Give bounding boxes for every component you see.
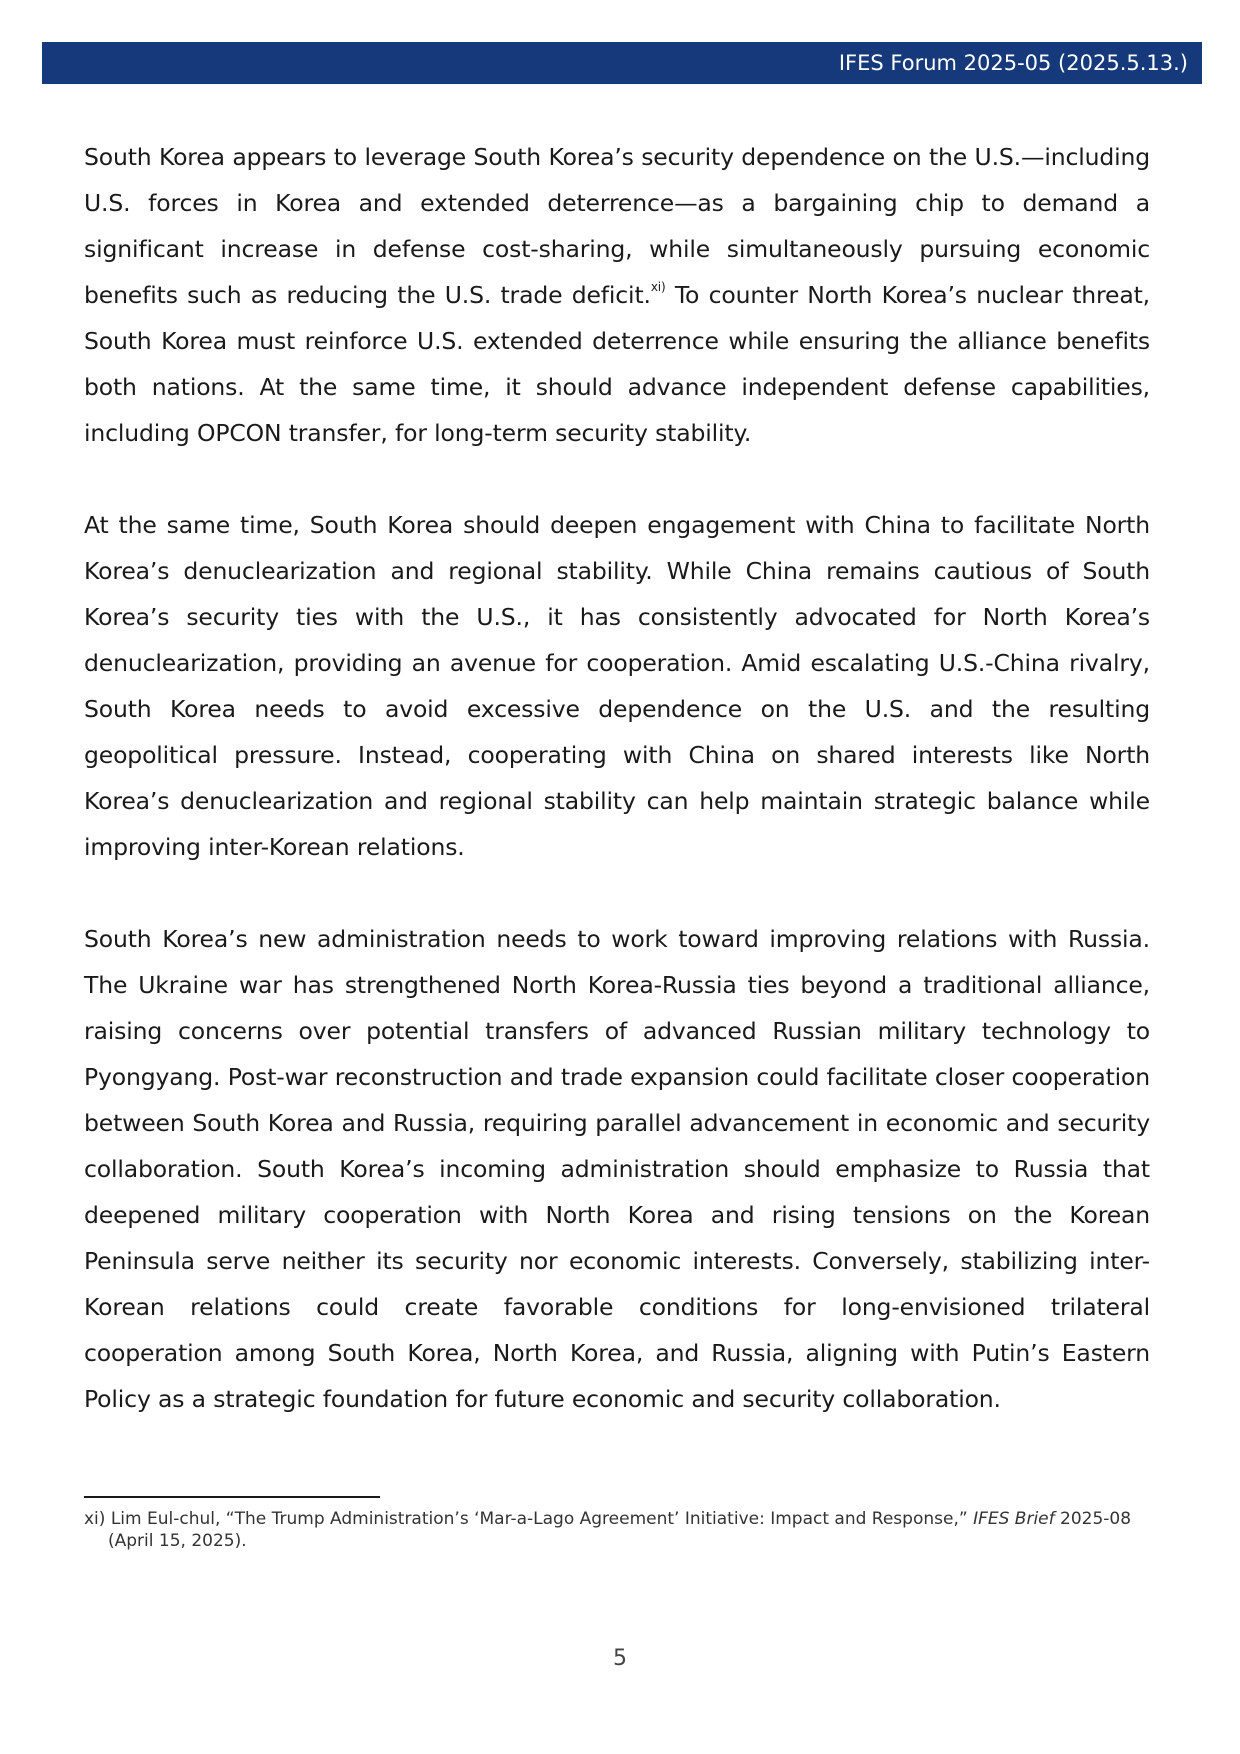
header-bar [42,42,1202,84]
footnote-journal: IFES Brief [973,1509,1055,1529]
paragraph-3: South Korea’s new administration needs to work toward improving relations with Russia. The Ukraine war has strengthened North Korea-Russia ties beyond a traditional alliance, raising concerns over potential transfers of advanced Russian military technology to Pyongyang. Post-war reconstruction and trade expansion could facilitate closer cooperation between South Korea and Russia, requiring parallel advancement in economic and security collaboration. South Korea’s incoming administration should emphasize to Russia that deepened military cooperation with North Korea and rising tensions on the Korean Peninsula serve neither its security nor economic interests. Conversely, stabilizing inter-Korean relations could create favorable conditions for long-envisioned trilateral cooperation among South Korea, North Korea, and Russia, aligning with Putin’s Eastern Policy as a strategic foundation for future economic and security collaboration. [84,925,1150,1413]
page-number: 5 [613,1646,627,1671]
footnote-reference[interactable]: xi) [650,280,666,294]
footnote-label: xi) [84,1509,106,1529]
footnote-text-a: Lim Eul-chul, “The Trump Administration’s ‘Mar-a-Lago Agreement’ Initiative: Impact and Response,” [105,1509,974,1529]
header-title: IFES Forum 2025-05 (2025.5.13.) [838,51,1188,75]
footnote-divider [84,1496,380,1498]
paragraph-1 [84,134,1150,456]
paragraph-2: At the same time, South Korea should deepen engagement with China to facilitate North Korea’s denuclearization and regional stability. While China remains cautious of South Korea’s security ties with the U.S., it has consistently advocated for North Korea’s denuclearization, providing an avenue for cooperation. Amid escalating U.S.-China rivalry, South Korea needs to avoid excessive dependence on the U.S. and the resulting geopolitical pressure. Instead, cooperating with China on shared interests like North Korea’s denuclearization and regional stability can help maintain strategic balance while improving inter-Korean relations. [84,511,1150,861]
footnote [84,1508,1150,1552]
body-text [84,134,1150,1422]
paragraph-1-text-a: South Korea appears to leverage South Korea’s security dependence on the U.S.—including U.S. forces in Korea and extended deterrence—as a bargaining chip to demand a significant increase in defense cost-sharing, while simultaneously pursuing economic benefits such as reducing the U.S. trade deficit. [84,143,1150,309]
footnote-text-b: 2025-08 (April 15, 2025). [108,1509,1132,1551]
paragraph-1-text-b: To counter North Korea’s nuclear threat, South Korea must reinforce U.S. extended deterrence while ensuring the alliance benefits both nations. At the same time, it should advance independent defense capabilities, including OPCON transfer, for long-term security stability. [84,281,1150,447]
